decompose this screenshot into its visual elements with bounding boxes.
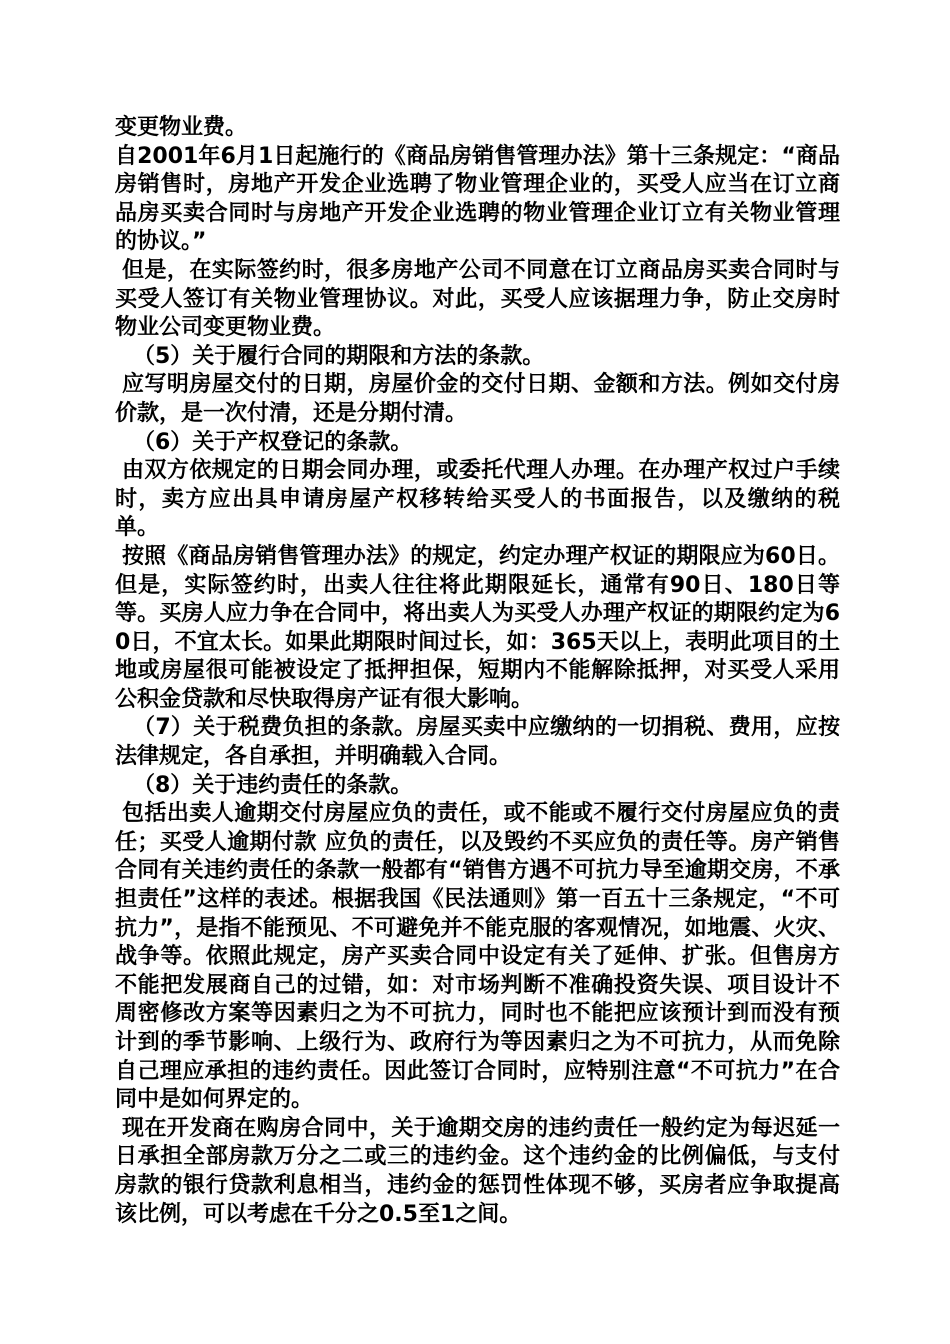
- section-heading-6: （6）关于产权登记的条款。: [133, 429, 413, 455]
- paragraph-7: 由双方依规定的日期会同办理，或委托代理人办理。在办理产权过户手续时，卖方应出具申请房屋产权移转给买受人的书面报告，以及缴纳的税单。: [115, 458, 840, 541]
- section-heading-5: （5）关于履行合同的期限和方法的条款。: [133, 343, 545, 369]
- section-heading-8: （8）关于违约责任的条款。: [133, 772, 413, 798]
- paragraph-11: 包括出卖人逾期交付房屋应负的责任，或不能或不履行交付房屋应负的责任；买受人逾期付款 应负的责任，以及毁约不买应负的责任等。房产销售合同有关违约责任的条款一般都有“销售方遇不可抗力导至逾期交房，不承担责任”这样的表述。根据我国《民法通则》第一百五十三条规定，“不可抗力”，是指不能预见、不可避免并不能克服的客观情况，如地震、火灾、战争等。依照此规定，房产买卖合同中设定有关了延伸、扩张。但售房方不能把发展商自己的过错，如：对市场判断不准确投资失误、项目设计不周密修改方案等因素归之为不可抗力，同时也不能把应该预计到而没有预计到的季节影响、上级行为、政府行为等因素归之为不可抗力，从而免除自己理应承担的违约责任。因此签订合同时，应特别注意“不可抗力”在合同中是如何界定的。: [115, 801, 840, 1113]
- paragraph-1: 变更物业费。: [115, 115, 248, 140]
- paragraph-2: 自2001年6月1日起施行的《商品房销售管理办法》第十三条规定：“商品房销售时，房地产开发企业选聘了物业管理企业的，买受人应当在订立商品房买卖合同时与房地产开发企业选聘的物业管理企业订立有关物业管理的协议。”: [115, 143, 840, 255]
- paragraph-3: 但是，在实际签约时，很多房地产公司不同意在订立商品房买卖合同时与买受人签订有关物业管理协议。对此，买受人应该据理力争，防止交房时物业公司变更物业费。: [115, 257, 840, 341]
- paragraph-5: 应写明房屋交付的日期，房屋价金的交付日期、金额和方法。例如交付房价款，是一次付清，还是分期付清。: [115, 372, 840, 426]
- paragraph-12: 现在开发商在购房合同中，关于逾期交房的违约责任一般约定为每迟延一日承担全部房款万分之二或三的违约金。这个违约金的比例偏低，与支付房款的银行贷款利息相当，违约金的惩罚性体现不够，买房者应争取提高该比例，可以考虑在千分之0.5至1之间。: [115, 1115, 840, 1227]
- paragraph-8: 按照《商品房销售管理办法》的规定，约定办理产权证的期限应为60日。但是，实际签约时，出卖人往往将此期限延长，通常有90日、180日等等。买房人应力争在合同中，将出卖人为买受人办理产权证的期限约定为60日，不宜太长。如果此期限时间过长，如：365天以上，表明此项目的土地或房屋很可能被设定了抵押担保，短期内不能解除抵押，对买受人采用公积金贷款和尽快取得房产证有很大影响。: [115, 543, 840, 712]
- section-heading-7: （7）关于税费负担的条款。房屋买卖中应缴纳的一切捐税、费用，应按法律规定，各自承担，并明确载入合同。: [115, 715, 840, 770]
- document-body: [115, 114, 840, 1229]
